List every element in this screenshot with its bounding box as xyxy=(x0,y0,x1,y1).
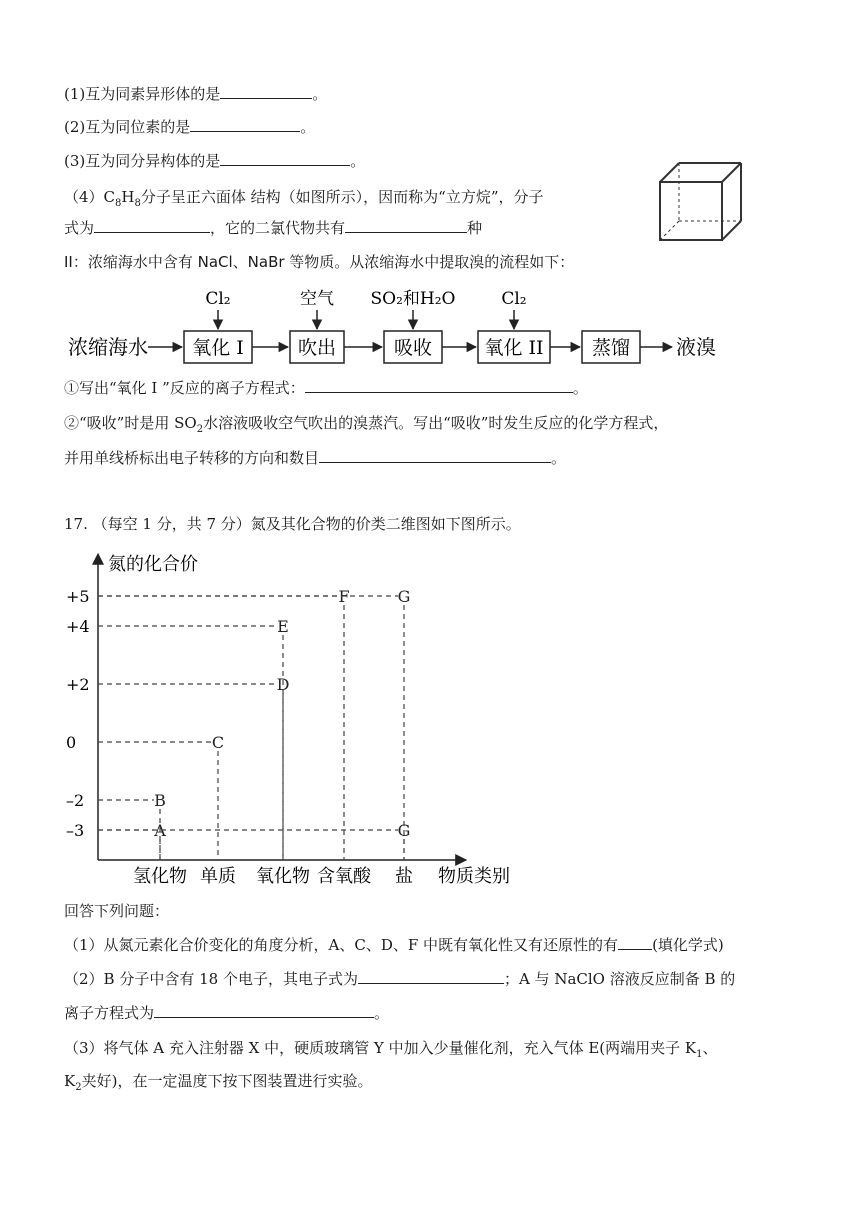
svg-text:吸收: 吸收 xyxy=(393,337,433,359)
y-tick-label: +2 xyxy=(66,675,90,694)
bromine-flow-diagram xyxy=(64,282,744,366)
point-label-B: B xyxy=(154,791,166,810)
y-tick-label: –2 xyxy=(66,791,85,810)
question-2-2-line1: ②“吸收”时是用 $SO_2$水溶液吸收空气吹出的溴蒸汽。写出“吸收”时发生反应的化学方程式， xyxy=(64,414,669,435)
svg-text:氧化 I: 氧化 I xyxy=(192,337,244,359)
question-17-2-line1: （2）B 分子中含有 18 个电子，其电子式为 ；A 与 NaClO 溶液反应制备 B 的 xyxy=(64,970,736,988)
part2-intro: II：浓缩海水中含有 NaCl、NaBr 等物质。从浓缩海水中提取溴的流程如下： xyxy=(64,253,575,271)
answer-blank[interactable] xyxy=(358,969,504,984)
x-axis-label: 物质类别 xyxy=(438,866,510,887)
flow-end: 液溴 xyxy=(676,335,716,359)
y-tick-label: –3 xyxy=(66,821,85,840)
y-tick-label: 0 xyxy=(66,733,77,752)
flow-input-2: 空气 xyxy=(300,289,334,309)
point-label-G: G xyxy=(397,587,411,606)
answer-blank[interactable] xyxy=(305,378,573,393)
x-tick-label: 氢化物 xyxy=(133,866,187,887)
answer-blank[interactable] xyxy=(154,1003,374,1018)
answer-blank[interactable] xyxy=(319,448,551,463)
x-tick-label: 氧化物 xyxy=(256,866,310,887)
point-label-A: A xyxy=(154,821,166,840)
flow-input-4: Cl₂ xyxy=(501,289,527,309)
point-label-C: C xyxy=(211,733,225,752)
answer-blank[interactable] xyxy=(94,218,210,233)
y-axis-label: 氮的化合价 xyxy=(108,554,198,575)
point-label-F: F xyxy=(338,587,350,606)
question-17-3-line1: （3）将气体 A 充入注射器 X 中，硬质玻璃管 Y 中加入少量催化剂，充入气体 E(两端用夹子 $K_1$、 xyxy=(64,1039,718,1060)
question-17-2-line2: 离子方程式为 。 xyxy=(64,1004,390,1022)
flow-start: 浓缩海水 xyxy=(68,335,148,359)
flow-input-3: SO₂和H₂O xyxy=(370,289,456,309)
point-label-E: E xyxy=(277,617,289,636)
answer-blank[interactable] xyxy=(618,935,652,950)
point-label-D: D xyxy=(276,675,290,694)
question-2-2-line2: 并用单线桥标出电子转移的方向和数目 。 xyxy=(64,449,567,467)
answer-intro: 回答下列问题： xyxy=(64,902,170,920)
point-label-G: G xyxy=(397,821,411,840)
cube-figure xyxy=(655,158,745,244)
question-2-1: ①写出“氧化 I ”反应的离子方程式： 。 xyxy=(64,379,588,397)
question-1-3: (3)互为同分异构体的是 。 xyxy=(64,152,366,170)
svg-text:蒸馏: 蒸馏 xyxy=(591,337,631,359)
x-tick-label: 盐 xyxy=(395,866,413,887)
answer-blank[interactable] xyxy=(220,151,350,166)
question-1-1: (1)互为同素异形体的是 。 xyxy=(64,85,328,103)
answer-blank[interactable] xyxy=(220,84,312,99)
x-tick-label: 含氧酸 xyxy=(317,866,371,887)
svg-text:氧化 II: 氧化 II xyxy=(484,337,544,359)
nitrogen-valence-chart xyxy=(64,546,534,891)
y-tick-label: +4 xyxy=(66,617,90,636)
question-17-title: 17. （每空 1 分，共 7 分）氮及其化合物的价类二维图如下图所示。 xyxy=(64,515,521,533)
question-1-4-line1: $(4)C_8H_8$分子呈正六面体 结构（如图所示），因而称为“立方烷”，分子 xyxy=(64,188,544,209)
flow-input-1: Cl₂ xyxy=(205,289,231,309)
answer-blank[interactable] xyxy=(345,218,467,233)
svg-text:吹出: 吹出 xyxy=(297,337,337,359)
x-tick-label: 单质 xyxy=(200,866,236,887)
answer-blank[interactable] xyxy=(190,117,300,132)
y-tick-label: +5 xyxy=(66,587,90,606)
question-1-4-line2: 式为 ，它的二氯代物共有 种 xyxy=(64,219,483,237)
question-17-1: （1）从氮元素化合价变化的角度分析，A、C、D、F 中既有氧化性又有还原性的有 (填化学式) xyxy=(64,936,724,954)
question-1-2: (2)互为同位素的是 。 xyxy=(64,118,316,136)
question-17-3-line2: $K_2$夹好)，在一定温度下按下图装置进行实验。 xyxy=(64,1072,373,1093)
